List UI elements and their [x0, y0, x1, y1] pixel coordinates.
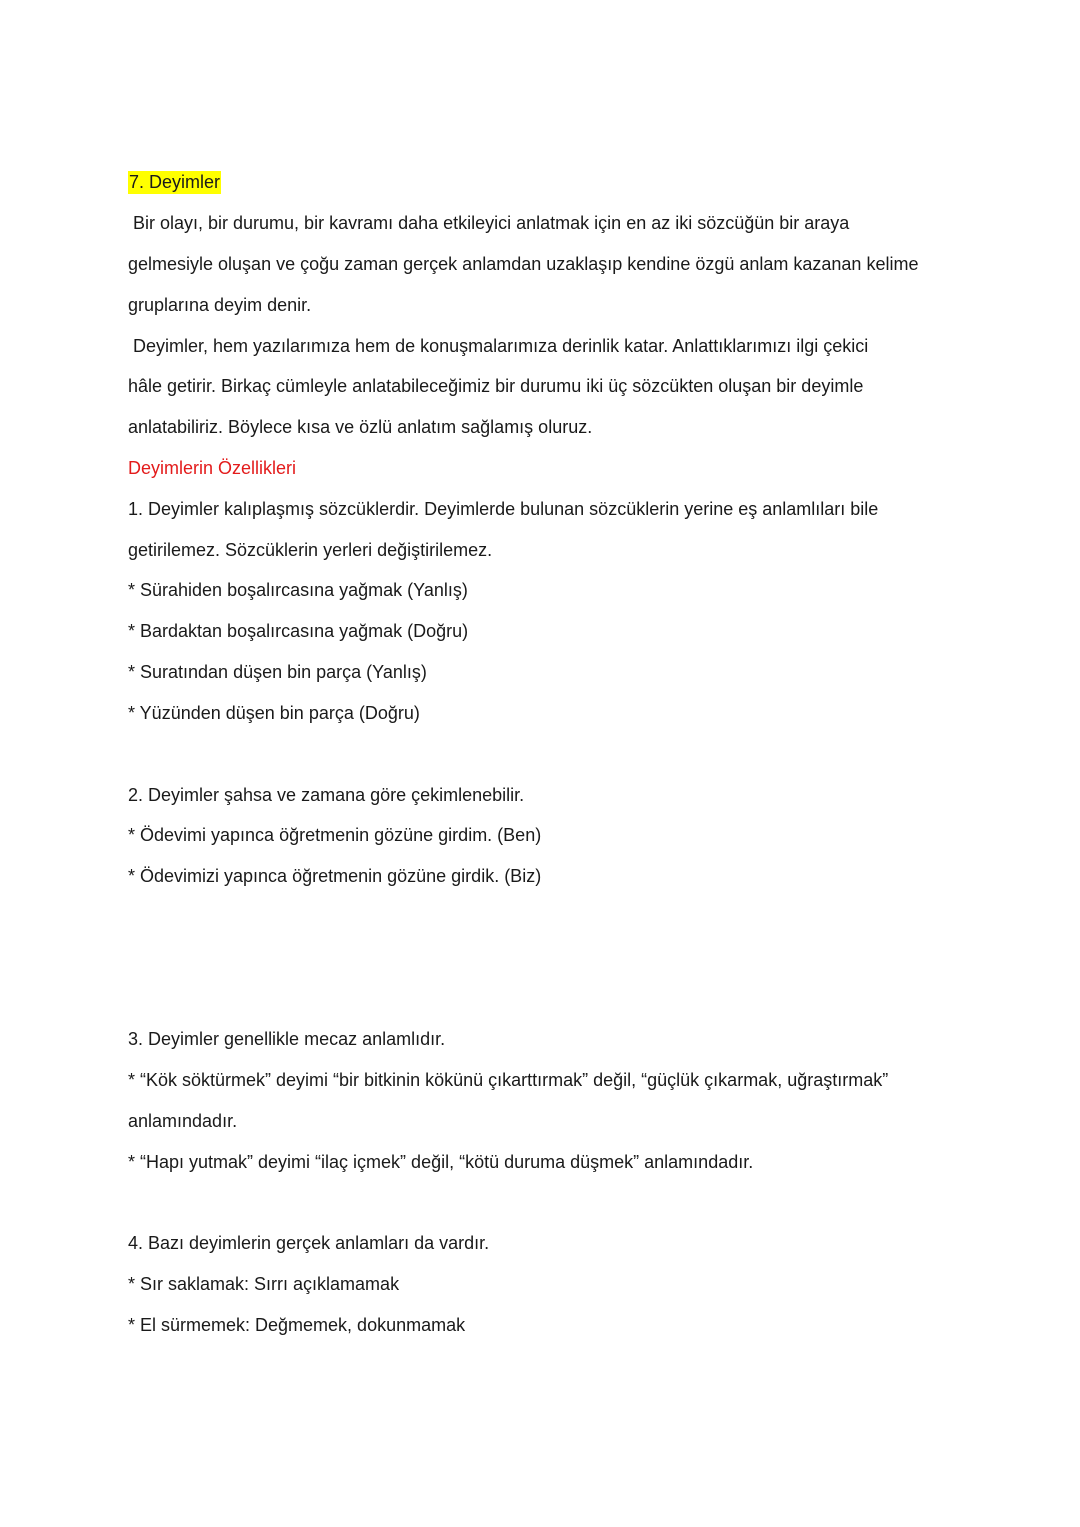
example-line: * Sürahiden boşalırcasına yağmak (Yanlış) — [128, 580, 468, 600]
example-line: * “Kök söktürmek” deyimi “bir bitkinin kökünü çıkarttırmak” değil, “güçlük çıkarmak, uğraştırmak” — [128, 1070, 889, 1090]
example-line: * Sır saklamak: Sırrı açıklamamak — [128, 1274, 400, 1294]
intro-line: Bir olayı, bir durumu, bir kavramı daha etkileyici anlatmak için en az iki sözcüğün bir araya — [133, 213, 850, 233]
item-4-line: 4. Bazı deyimlerin gerçek anlamları da vardır. — [128, 1233, 490, 1253]
example-line: * El sürmemek: Değmemek, dokunmamak — [128, 1315, 466, 1335]
example-line: * Ödevimi yapınca öğretmenin gözüne girdim. (Ben) — [128, 825, 542, 845]
item-1-line: 1. Deyimler kalıplaşmış sözcüklerdir. Deyimlerde bulunan sözcüklerin yerine eş anlamlıları bile — [128, 499, 879, 519]
example-line: * Ödevimizi yapınca öğretmenin gözüne girdik. (Biz) — [128, 866, 542, 886]
paragraph-line: hâle getirir. Birkaç cümleyle anlatabileceğimiz bir durumu iki üç sözcükten oluşan bir deyimle — [128, 376, 864, 396]
example-line: * Bardaktan boşalırcasına yağmak (Doğru) — [128, 621, 469, 641]
example-line: * Yüzünden düşen bin parça (Doğru) — [128, 703, 420, 723]
heading-highlight: 7. Deyimler — [129, 172, 221, 192]
paragraph-line: anlatabiliriz. Böylece kısa ve özlü anlatım sağlamış oluruz. — [128, 417, 593, 437]
item-3-line: 3. Deyimler genellikle mecaz anlamlıdır. — [128, 1029, 446, 1049]
features-subheading: Deyimlerin Özellikleri — [128, 458, 297, 478]
example-line: * “Hapı yutmak” deyimi “ilaç içmek” değil, “kötü duruma düşmek” anlamındadır. — [128, 1152, 754, 1172]
item-1-line: getirilemez. Sözcüklerin yerleri değiştirilemez. — [128, 540, 493, 560]
section-heading — [128, 170, 221, 194]
item-2-line: 2. Deyimler şahsa ve zamana göre çekimlenebilir. — [128, 785, 525, 805]
example-line: * Suratından düşen bin parça (Yanlış) — [128, 662, 427, 682]
example-line: anlamındadır. — [128, 1111, 238, 1131]
intro-line: gelmesiyle oluşan ve çoğu zaman gerçek anlamdan uzaklaşıp kendine özgü anlam kazanan kelime — [128, 254, 919, 274]
paragraph-line: Deyimler, hem yazılarımıza hem de konuşmalarımıza derinlik katar. Anlattıklarımızı ilgi çekici — [133, 336, 869, 356]
intro-line: gruplarına deyim denir. — [128, 295, 312, 315]
